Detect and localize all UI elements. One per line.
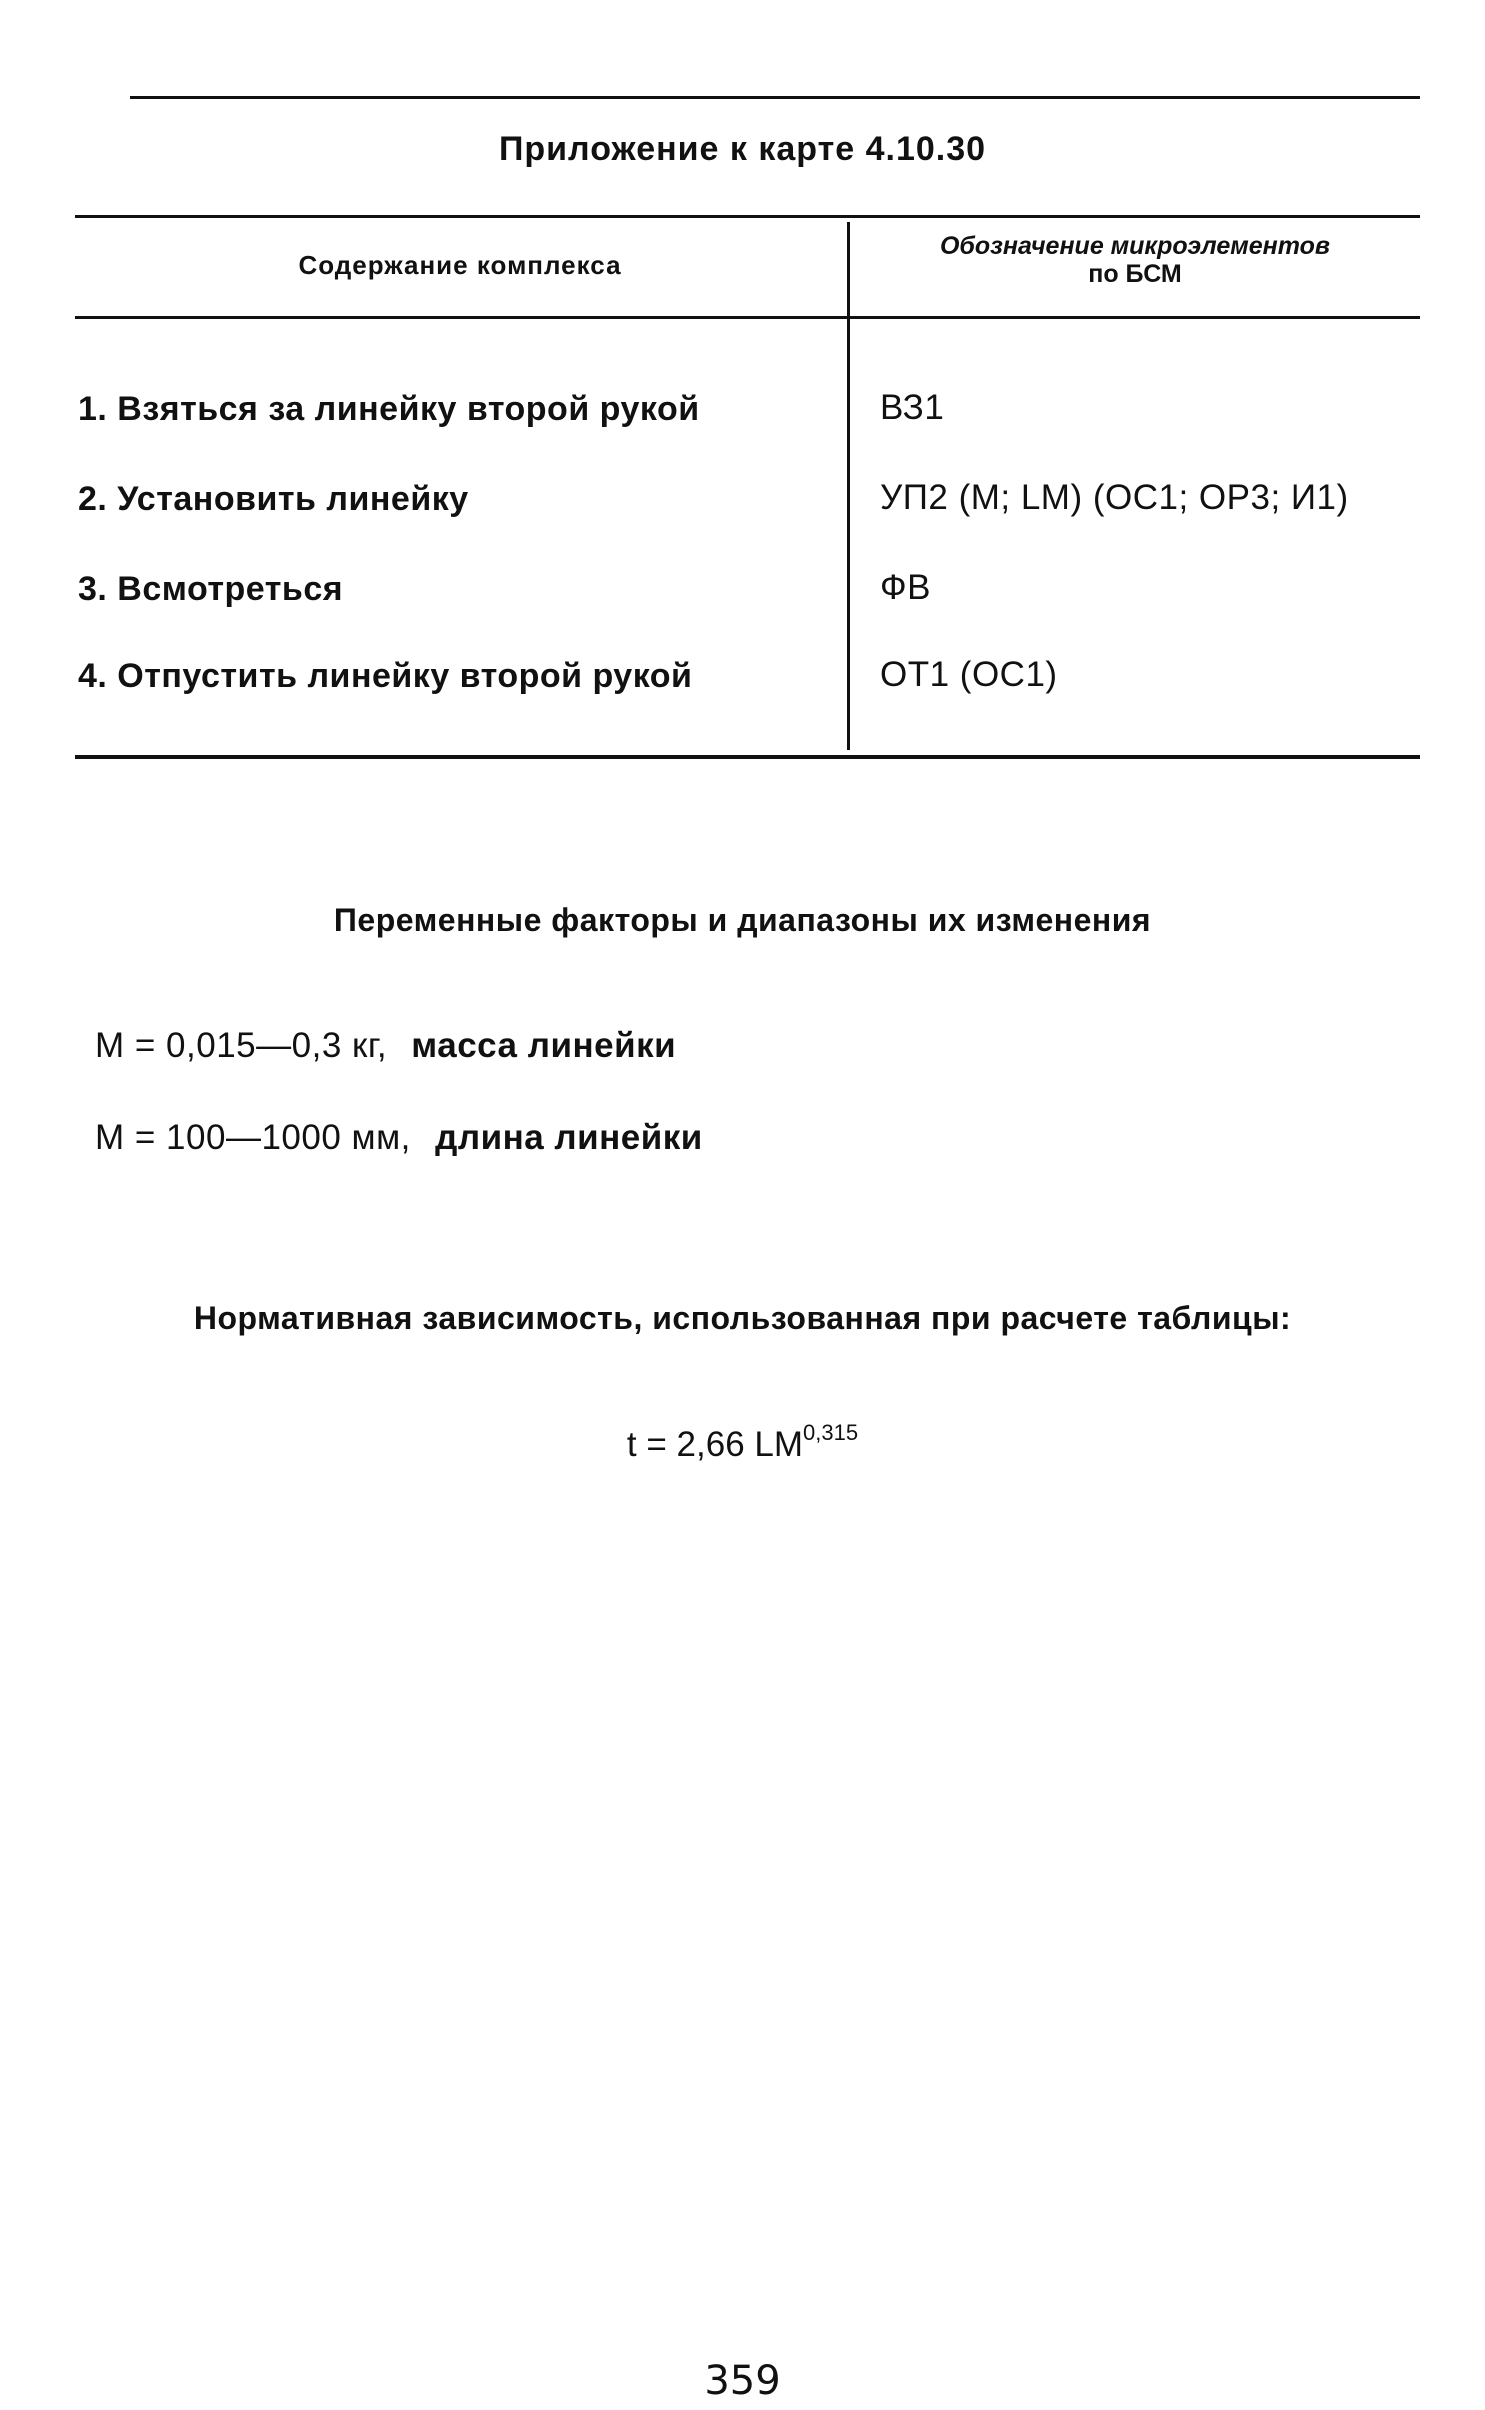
factor-description: масса линейки [411,1026,677,1065]
table-row-code: ФВ [880,568,931,607]
column-header-content: Содержание комплекса [298,250,622,280]
factor-line-length [95,1118,703,1158]
table-row-text: 1. Взяться за линейку второй рукой [78,390,700,428]
table-row-code: ОТ1 (ОС1) [880,655,1058,694]
column-header-designation [850,232,1420,288]
formula-base: t = 2,66 LM [626,1425,803,1464]
table-row-text: 4. Отпустить линейку второй рукой [78,657,693,695]
top-rule [130,96,1420,99]
factor-range: = 100—1000 мм, [134,1118,411,1157]
factor-range: = 0,015—0,3 кг, [134,1026,388,1065]
factor-symbol: М [95,1026,125,1065]
appendix-title: Приложение к карте 4.10.30 [498,130,987,168]
table-row-code: ВЗ1 [880,388,945,427]
formula-exponent: 0,315 [803,1420,859,1445]
normative-formula [0,1420,1485,1465]
table-top-rule [75,215,1420,218]
factor-line-mass [95,1026,676,1066]
table-row-text: 2. Установить линейку [78,480,469,518]
factors-heading: Переменные факторы и диапазоны их изменения [333,902,1152,938]
table-header-rule [75,316,1420,319]
table-row-text: 3. Всмотреться [78,570,344,608]
column-header-designation-line2: по БСМ [1088,260,1182,288]
page-number: 359 [704,2358,781,2404]
factor-description: длина линейки [435,1118,703,1157]
table-bottom-rule [75,755,1420,759]
factor-symbol: М [95,1118,125,1157]
normative-heading: Нормативная зависимость, использованная при расчете таблицы: [193,1300,1292,1336]
table-column-divider [847,222,850,750]
table-row-code: УП2 (М; LM) (ОС1; ОР3; И1) [880,478,1349,517]
column-header-designation-line1: Обозначение микроэлементов [939,232,1331,260]
